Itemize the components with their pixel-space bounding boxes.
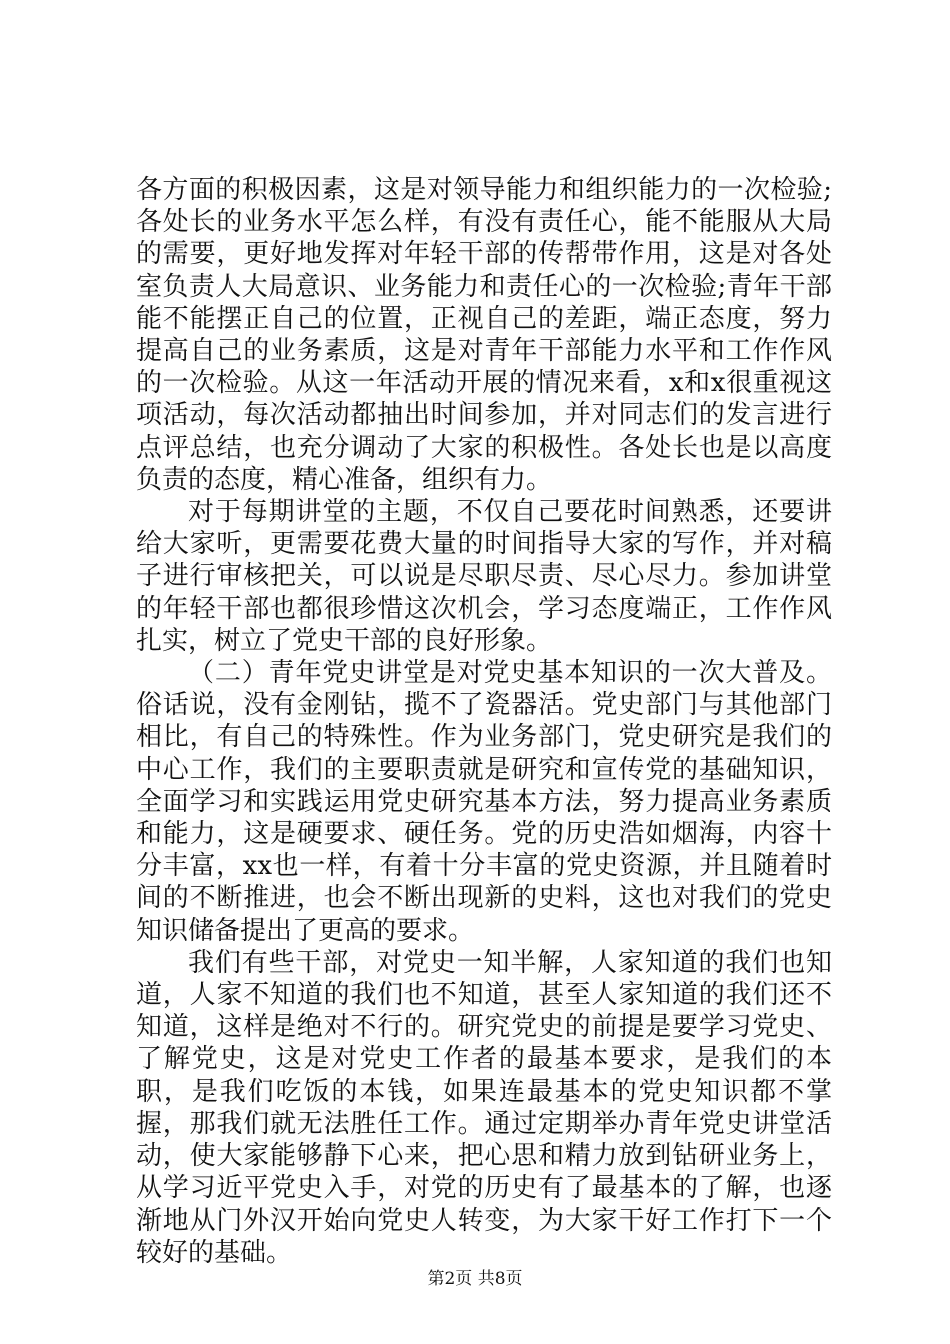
paragraph-2: 对于每期讲堂的主题，不仅自己要花时间熟悉，还要讲给大家听，更需要花费大量的时间指导大家的写作，并对稿子进行审核把关，可以说是尽职尽责、尽心尽力。参加讲堂的年轻干部也都很珍惜这次机会，学习态度端正，工作作风扎实，树立了党史干部的良好形象。 [136,497,832,656]
paragraph-3: （二）青年党史讲堂是对党史基本知识的一次大普及。俗话说，没有金刚钻，揽不了瓷器活。党史部门与其他部门相比，有自己的特殊性。作为业务部门，党史研究是我们的中心工作，我们的主要职责就是研究和宣传党的基础知识，全面学习和实践运用党史研究基本方法，努力提高业务素质和能力，这是硬要求、硬任务。党的历史浩如烟海，内容十分丰富，xx也一样，有着十分丰富的党史资源，并且随着时间的不断推进，也会不断出现新的史料，这也对我们的党史知识储备提出了更高的要求。 [136,658,832,946]
paragraph-1: 各方面的积极因素，这是对领导能力和组织能力的一次检验;各处长的业务水平怎么样，有没有责任心，能不能服从大局的需要，更好地发挥对年轻干部的传帮带作用，这是对各处室负责人大局意识、业务能力和责任心的一次检验;青年干部能不能摆正自己的位置，正视自己的差距，端正态度，努力提高自己的业务素质，这是对青年干部能力水平和工作作风的一次检验。从这一年活动开展的情况来看，x和x很重视这项活动，每次活动都抽出时间参加，并对同志们的发言进行点评总结，也充分调动了大家的积极性。各处长也是以高度负责的态度，精心准备，组织有力。 [136,175,832,495]
document-body [136,174,832,1269]
page-number-footer: 第2页 共8页 [427,1269,523,1289]
paragraph-4: 我们有些干部，对党史一知半解，人家知道的我们也知道，人家不知道的我们也不知道，甚至人家知道的我们还不知道，这样是绝对不行的。研究党史的前提是要学习党史、了解党史，这是对党史工作者的最基本要求，是我们的本职，是我们吃饭的本钱，如果连最基本的党史知识都不掌握，那我们就无法胜任工作。通过定期举办青年党史讲堂活动，使大家能够静下心来，把心思和精力放到钻研业务上，从学习近平党史入手，对党的历史有了最基本的了解，也逐渐地从门外汉开始向党史人转变，为大家干好工作打下一个较好的基础。 [136,947,832,1268]
